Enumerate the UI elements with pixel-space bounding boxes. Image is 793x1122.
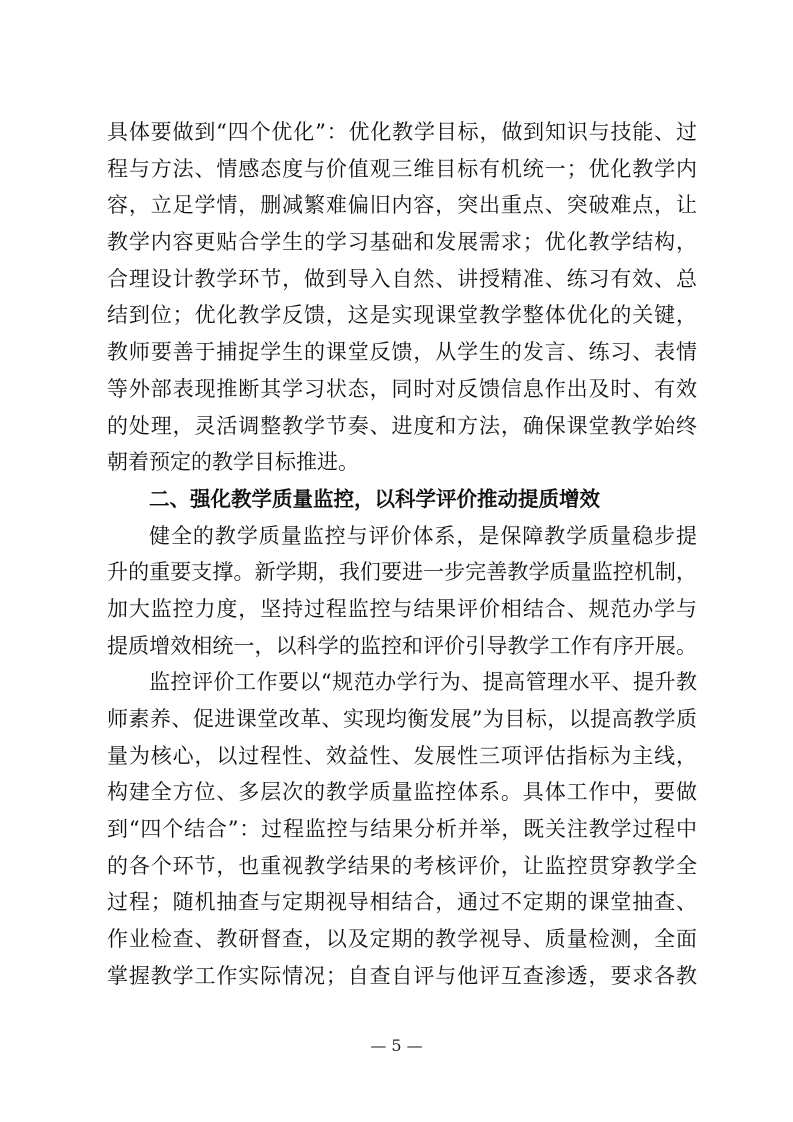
text-line: 加大监控力度，坚持过程监控与结果评价相结合、规范办学与 <box>107 596 697 621</box>
text-line: 掌握教学工作实际情况；自查自评与他评互查渗透，要求各教 <box>107 963 697 988</box>
text-line: 程与方法、情感态度与价值观三维目标有机统一；优化教学内 <box>107 156 697 181</box>
body-text <box>107 114 697 995</box>
text-line: 作业检查、教研督查，以及定期的教学视导、质量检测，全面 <box>107 927 697 952</box>
text-line: 朝着预定的教学目标推进。 <box>107 450 359 475</box>
page-number: — 5 — <box>370 1036 423 1055</box>
paragraph-first-line: 监控评价工作要以“规范办学行为、提高管理水平、提升教 <box>149 670 697 695</box>
text-line: 提质增效相统一，以科学的监控和评价引导教学工作有序开展。 <box>107 633 697 658</box>
paragraph-first-line: 健全的教学质量监控与评价体系，是保障教学质量稳步提 <box>149 523 697 548</box>
text-line: 容，立足学情，删减繁难偏旧内容，突出重点、突破难点，让 <box>107 193 697 218</box>
text-line: 结到位；优化教学反馈，这是实现课堂教学整体优化的关键， <box>107 303 697 328</box>
text-line: 升的重要支撑。新学期，我们要进一步完善教学质量监控机制， <box>107 560 697 585</box>
text-line: 量为核心，以过程性、效益性、发展性三项评估指标为主线， <box>107 743 697 768</box>
text-line: 构建全方位、多层次的教学质量监控体系。具体工作中，要做 <box>107 780 697 805</box>
section-heading: 二、强化教学质量监控，以科学评价推动提质增效 <box>149 486 600 511</box>
text-line: 到“四个结合”：过程监控与结果分析并举，既关注教学过程中 <box>107 817 697 842</box>
text-line: 过程；随机抽查与定期视导相结合，通过不定期的课堂抽查、 <box>107 890 697 915</box>
text-line: 师素养、促进课堂改革、实现均衡发展”为目标，以提高教学质 <box>107 707 697 731</box>
text-line: 教学内容更贴合学生的学习基础和发展需求；优化教学结构， <box>107 230 697 255</box>
text-line: 等外部表现推断其学习状态，同时对反馈信息作出及时、有效 <box>107 376 697 401</box>
text-line: 教师要善于捕捉学生的课堂反馈，从学生的发言、练习、表情 <box>107 340 697 365</box>
text-line: 具体要做到“四个优化”：优化教学目标，做到知识与技能、过 <box>107 120 697 144</box>
text-line: 合理设计教学环节，做到导入自然、讲授精准、练习有效、总 <box>107 266 697 291</box>
text-line: 的各个环节，也重视教学结果的考核评价，让监控贯穿教学全 <box>107 853 697 878</box>
text-line: 的处理，灵活调整教学节奏、进度和方法，确保课堂教学始终 <box>107 413 697 438</box>
